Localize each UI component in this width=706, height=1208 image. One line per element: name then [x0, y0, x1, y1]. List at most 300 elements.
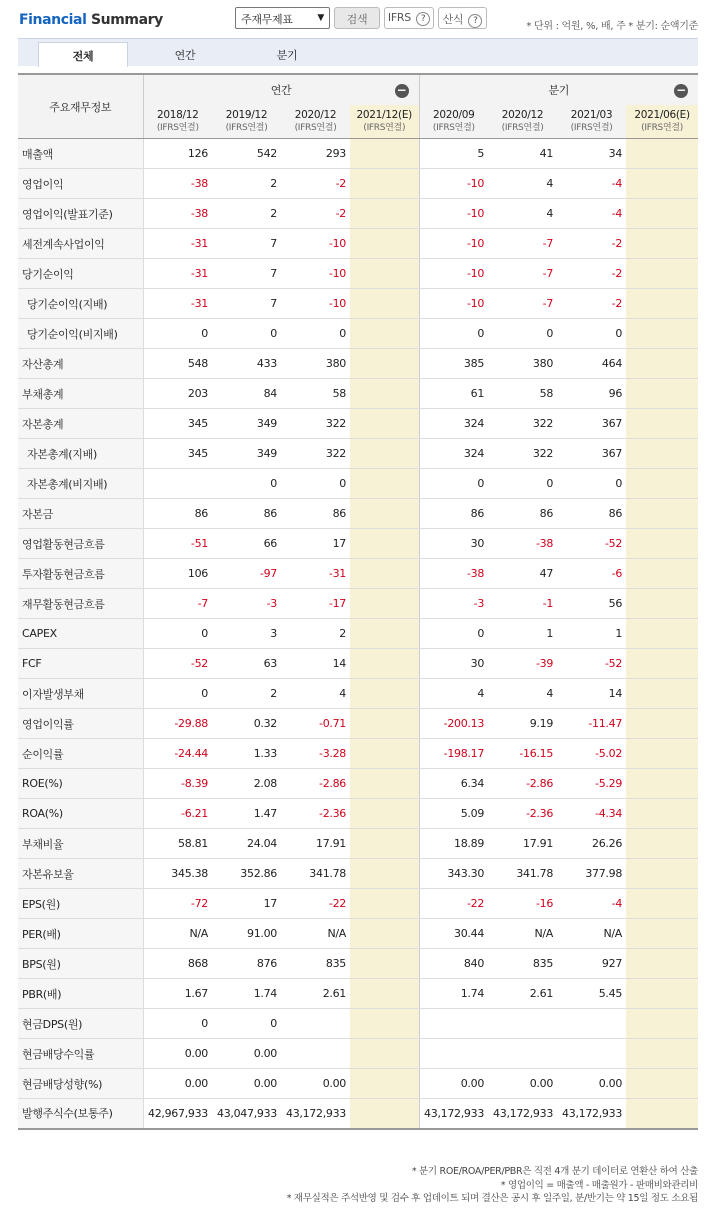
table-cell: -22: [281, 889, 350, 919]
table-cell: 14: [281, 649, 350, 679]
row-label: 순이익률: [18, 739, 143, 769]
table-cell: 0: [557, 319, 626, 349]
table-cell: [626, 649, 698, 679]
table-cell: 86: [212, 499, 281, 529]
table-cell: 3: [212, 619, 281, 649]
row-label: 부채총계: [18, 379, 143, 409]
period-header: 2021/12(E) (IFRS연결): [350, 105, 419, 139]
table-cell: 0: [488, 319, 557, 349]
table-cell: 203: [143, 379, 212, 409]
table-cell: 86: [281, 499, 350, 529]
table-cell: 345: [143, 409, 212, 439]
table-cell: [350, 799, 419, 829]
table-row: [18, 409, 698, 439]
table-row: [18, 979, 698, 1009]
formula-help-button[interactable]: 산식 ?: [438, 7, 487, 29]
table-cell: [350, 199, 419, 229]
table-cell: -10: [419, 199, 488, 229]
table-cell: 56: [557, 589, 626, 619]
row-label: 영업이익: [18, 169, 143, 199]
table-cell: 464: [557, 349, 626, 379]
row-label: 당기순이익: [18, 259, 143, 289]
table-row: [18, 469, 698, 499]
row-label: 현금DPS(원): [18, 1009, 143, 1039]
table-cell: -38: [419, 559, 488, 589]
table-cell: [557, 1009, 626, 1039]
table-row: [18, 649, 698, 679]
period-header: 2021/06(E) (IFRS연결): [626, 105, 698, 139]
table-cell: [350, 919, 419, 949]
table-cell: [626, 139, 698, 169]
row-label: 당기순이익(지배): [18, 289, 143, 319]
table-cell: -2.86: [488, 769, 557, 799]
row-label: FCF: [18, 649, 143, 679]
table-cell: N/A: [143, 919, 212, 949]
table-cell: 352.86: [212, 859, 281, 889]
collapse-quarter-icon[interactable]: −: [674, 84, 688, 98]
table-cell: 4: [488, 679, 557, 709]
table-cell: 0: [557, 469, 626, 499]
table-cell: -3: [419, 589, 488, 619]
table-cell: -38: [143, 199, 212, 229]
table-row: [18, 799, 698, 829]
table-cell: [626, 289, 698, 319]
table-cell: [350, 499, 419, 529]
row-label: 당기순이익(비지배): [18, 319, 143, 349]
table-cell: 2.08: [212, 769, 281, 799]
table-cell: -1: [488, 589, 557, 619]
page-title: Financial Summary: [19, 12, 163, 28]
period-tabs: [18, 38, 698, 66]
chevron-down-icon: ▼: [317, 13, 324, 23]
table-cell: [350, 379, 419, 409]
table-cell: -11.47: [557, 709, 626, 739]
table-cell: -198.17: [419, 739, 488, 769]
table-cell: N/A: [488, 919, 557, 949]
table-cell: 0.00: [212, 1069, 281, 1099]
table-cell: [419, 1039, 488, 1069]
table-cell: 4: [488, 169, 557, 199]
table-cell: 17: [281, 529, 350, 559]
table-cell: N/A: [557, 919, 626, 949]
table-cell: 380: [488, 349, 557, 379]
table-cell: [557, 1039, 626, 1069]
table-cell: [626, 919, 698, 949]
table-cell: 4: [419, 679, 488, 709]
table-cell: 58: [281, 379, 350, 409]
table-cell: 17.91: [281, 829, 350, 859]
table-cell: [350, 439, 419, 469]
table-cell: -10: [281, 259, 350, 289]
table-cell: [350, 649, 419, 679]
table-cell: 43,172,933: [419, 1099, 488, 1129]
table-cell: 343.30: [419, 859, 488, 889]
table-cell: [626, 829, 698, 859]
table-row: [18, 589, 698, 619]
table-cell: N/A: [281, 919, 350, 949]
table-cell: -4.34: [557, 799, 626, 829]
table-cell: [626, 559, 698, 589]
table-cell: 0.00: [419, 1069, 488, 1099]
table-cell: [626, 469, 698, 499]
table-cell: [626, 679, 698, 709]
table-cell: 367: [557, 439, 626, 469]
row-label: 매출액: [18, 139, 143, 169]
table-cell: -52: [557, 649, 626, 679]
table-cell: -39: [488, 649, 557, 679]
table-cell: [350, 469, 419, 499]
table-cell: [626, 619, 698, 649]
table-cell: 26.26: [557, 829, 626, 859]
table-row: [18, 379, 698, 409]
table-cell: [281, 1009, 350, 1039]
table-cell: -31: [143, 259, 212, 289]
table-cell: [488, 1039, 557, 1069]
table-cell: -2: [557, 229, 626, 259]
table-cell: [626, 349, 698, 379]
table-cell: 86: [143, 499, 212, 529]
table-cell: 14: [557, 679, 626, 709]
table-cell: -7: [488, 289, 557, 319]
table-cell: 42,967,933: [143, 1099, 212, 1129]
table-cell: [350, 619, 419, 649]
table-cell: -200.13: [419, 709, 488, 739]
table-row: [18, 169, 698, 199]
table-cell: -4: [557, 889, 626, 919]
search-button[interactable]: 검색: [334, 7, 380, 29]
table-cell: -22: [419, 889, 488, 919]
table-cell: [350, 889, 419, 919]
table-cell: 17.91: [488, 829, 557, 859]
table-cell: [350, 139, 419, 169]
table-cell: [350, 739, 419, 769]
table-cell: -7: [488, 259, 557, 289]
table-cell: 5.09: [419, 799, 488, 829]
table-cell: 63: [212, 649, 281, 679]
table-cell: 86: [419, 499, 488, 529]
table-cell: 0: [419, 619, 488, 649]
row-label: 영업이익률: [18, 709, 143, 739]
table-cell: 43,047,933: [212, 1099, 281, 1129]
table-cell: -10: [419, 289, 488, 319]
corner-header: 주요재무정보: [18, 74, 143, 139]
period-header: 2020/12 (IFRS연결): [488, 105, 557, 139]
table-cell: -31: [143, 229, 212, 259]
table-cell: [350, 1069, 419, 1099]
table-cell: -29.88: [143, 709, 212, 739]
row-label: 자본총계: [18, 409, 143, 439]
table-cell: [350, 709, 419, 739]
table-cell: 868: [143, 949, 212, 979]
table-cell: 30: [419, 649, 488, 679]
annual-group-header: 연간 −: [143, 74, 419, 105]
table-cell: 0.32: [212, 709, 281, 739]
table-cell: 24.04: [212, 829, 281, 859]
table-cell: -5.02: [557, 739, 626, 769]
table-cell: -0.71: [281, 709, 350, 739]
table-row: [18, 919, 698, 949]
table-cell: 840: [419, 949, 488, 979]
table-cell: 927: [557, 949, 626, 979]
table-cell: [350, 289, 419, 319]
tab-all[interactable]: 전체: [38, 42, 128, 67]
row-label: 투자활동현금흐름: [18, 559, 143, 589]
table-cell: 322: [281, 439, 350, 469]
row-label: 이자발생부채: [18, 679, 143, 709]
table-cell: 0.00: [281, 1069, 350, 1099]
table-cell: -51: [143, 529, 212, 559]
table-cell: -2: [557, 289, 626, 319]
table-cell: 433: [212, 349, 281, 379]
table-cell: 0: [212, 319, 281, 349]
table-cell: 322: [488, 439, 557, 469]
table-row: [18, 1069, 698, 1099]
table-cell: [281, 1039, 350, 1069]
table-row: [18, 319, 698, 349]
table-cell: [350, 979, 419, 1009]
table-cell: 835: [281, 949, 350, 979]
table-cell: [350, 319, 419, 349]
table-cell: -16.15: [488, 739, 557, 769]
table-cell: 34: [557, 139, 626, 169]
table-cell: -2.36: [281, 799, 350, 829]
table-cell: 324: [419, 409, 488, 439]
table-cell: -52: [143, 649, 212, 679]
table-cell: -16: [488, 889, 557, 919]
table-cell: 0: [419, 469, 488, 499]
table-cell: [626, 1099, 698, 1129]
table-cell: -3.28: [281, 739, 350, 769]
table-cell: [626, 1069, 698, 1099]
table-cell: [350, 349, 419, 379]
help-icon: ?: [468, 14, 482, 28]
table-row: [18, 259, 698, 289]
table-cell: [350, 1099, 419, 1129]
table-cell: 2: [212, 169, 281, 199]
table-cell: -4: [557, 199, 626, 229]
table-cell: 0: [212, 469, 281, 499]
table-cell: 1: [557, 619, 626, 649]
table-cell: -7: [143, 589, 212, 619]
table-cell: [626, 499, 698, 529]
table-cell: 1.67: [143, 979, 212, 1009]
table-cell: -2: [557, 259, 626, 289]
table-cell: 0: [143, 619, 212, 649]
table-cell: -10: [281, 289, 350, 319]
table-cell: 17: [212, 889, 281, 919]
table-cell: 0.00: [557, 1069, 626, 1099]
table-cell: -5.29: [557, 769, 626, 799]
table-cell: [350, 559, 419, 589]
table-cell: 0.00: [143, 1039, 212, 1069]
period-header: 2019/12 (IFRS연결): [212, 105, 281, 139]
table-cell: 1.74: [419, 979, 488, 1009]
table-row: [18, 739, 698, 769]
table-cell: -38: [488, 529, 557, 559]
table-cell: [350, 949, 419, 979]
table-cell: 380: [281, 349, 350, 379]
table-cell: 43,172,933: [281, 1099, 350, 1129]
collapse-annual-icon[interactable]: −: [395, 84, 409, 98]
footnotes: [287, 1165, 698, 1206]
table-cell: [626, 739, 698, 769]
table-cell: [350, 589, 419, 619]
table-cell: 345.38: [143, 859, 212, 889]
table-row: [18, 499, 698, 529]
table-row: [18, 439, 698, 469]
table-row: [18, 559, 698, 589]
ifrs-help-button[interactable]: IFRS ?: [384, 7, 434, 29]
table-cell: 293: [281, 139, 350, 169]
table-row: [18, 859, 698, 889]
financial-summary-table: [18, 73, 698, 1130]
table-cell: 106: [143, 559, 212, 589]
table-cell: -10: [419, 169, 488, 199]
table-cell: 5.45: [557, 979, 626, 1009]
table-cell: 2.61: [488, 979, 557, 1009]
table-cell: [626, 229, 698, 259]
table-row: [18, 199, 698, 229]
table-cell: 126: [143, 139, 212, 169]
table-cell: -7: [488, 229, 557, 259]
tab-quarter[interactable]: 분기: [276, 49, 298, 62]
row-label: 현금배당성향(%): [18, 1069, 143, 1099]
table-cell: [350, 409, 419, 439]
table-cell: 367: [557, 409, 626, 439]
table-cell: 5: [419, 139, 488, 169]
table-cell: 322: [488, 409, 557, 439]
table-cell: 41: [488, 139, 557, 169]
row-label: 자본총계(비지배): [18, 469, 143, 499]
table-cell: [626, 709, 698, 739]
table-cell: -2: [281, 169, 350, 199]
table-cell: [350, 829, 419, 859]
tab-annual[interactable]: 연간: [174, 49, 196, 62]
table-cell: 349: [212, 409, 281, 439]
table-cell: -6.21: [143, 799, 212, 829]
table-cell: -3: [212, 589, 281, 619]
row-label: 영업이익(발표기준): [18, 199, 143, 229]
table-cell: [350, 229, 419, 259]
table-cell: [626, 589, 698, 619]
table-cell: [626, 319, 698, 349]
table-cell: [419, 1009, 488, 1039]
table-cell: -38: [143, 169, 212, 199]
table-cell: 58.81: [143, 829, 212, 859]
row-label: 자산총계: [18, 349, 143, 379]
table-cell: [350, 259, 419, 289]
table-cell: 0: [419, 319, 488, 349]
table-cell: [143, 469, 212, 499]
quarter-group-header: 분기 −: [419, 74, 698, 105]
table-cell: 0: [488, 469, 557, 499]
table-cell: 2: [212, 679, 281, 709]
row-label: PER(배): [18, 919, 143, 949]
table-cell: 58: [488, 379, 557, 409]
table-cell: 86: [557, 499, 626, 529]
table-cell: 349: [212, 439, 281, 469]
table-row: [18, 889, 698, 919]
period-header: 2020/09 (IFRS연결): [419, 105, 488, 139]
footnote: * 영업이익 = 매출액 - 매출원가 - 판매비와관리비: [500, 1179, 698, 1191]
table-cell: 2.61: [281, 979, 350, 1009]
table-row: [18, 949, 698, 979]
footnote: * 분기 ROE/ROA/PER/PBR은 직전 4개 분기 데이터로 연환산 하여 산출: [411, 1166, 698, 1177]
row-label: BPS(원): [18, 949, 143, 979]
table-cell: -52: [557, 529, 626, 559]
table-cell: -2.36: [488, 799, 557, 829]
table-cell: 548: [143, 349, 212, 379]
table-cell: [626, 259, 698, 289]
table-cell: 341.78: [281, 859, 350, 889]
table-cell: 0: [143, 1009, 212, 1039]
row-label: 영업활동현금흐름: [18, 529, 143, 559]
row-label: ROE(%): [18, 769, 143, 799]
table-cell: [350, 1009, 419, 1039]
header-bar: [0, 0, 706, 36]
table-cell: [350, 169, 419, 199]
table-cell: 1.33: [212, 739, 281, 769]
table-row: [18, 829, 698, 859]
row-label: EPS(원): [18, 889, 143, 919]
table-row: [18, 349, 698, 379]
table-cell: [626, 199, 698, 229]
table-row: [18, 1099, 698, 1129]
table-cell: 0: [281, 469, 350, 499]
table-cell: 18.89: [419, 829, 488, 859]
table-cell: 0: [212, 1009, 281, 1039]
table-cell: -31: [143, 289, 212, 319]
table-row: [18, 529, 698, 559]
table-cell: [626, 529, 698, 559]
table-cell: -10: [419, 259, 488, 289]
table-cell: 0: [143, 679, 212, 709]
table-cell: 322: [281, 409, 350, 439]
table-cell: [626, 409, 698, 439]
statement-type-select[interactable]: 주재무제표 ▼: [235, 7, 330, 29]
table-cell: -31: [281, 559, 350, 589]
table-cell: 30.44: [419, 919, 488, 949]
table-cell: -2: [281, 199, 350, 229]
table-cell: [350, 529, 419, 559]
table-cell: [626, 949, 698, 979]
table-row: [18, 619, 698, 649]
table-cell: 345: [143, 439, 212, 469]
row-label: ROA(%): [18, 799, 143, 829]
period-header: 2021/03 (IFRS연결): [557, 105, 626, 139]
table-cell: [350, 769, 419, 799]
table-cell: -72: [143, 889, 212, 919]
row-label: 자본유보율: [18, 859, 143, 889]
table-cell: 876: [212, 949, 281, 979]
table-cell: 9.19: [488, 709, 557, 739]
table-cell: [626, 979, 698, 1009]
table-cell: 66: [212, 529, 281, 559]
period-header: 2020/12 (IFRS연결): [281, 105, 350, 139]
table-cell: 0: [281, 319, 350, 349]
table-cell: -6: [557, 559, 626, 589]
table-row: [18, 229, 698, 259]
table-cell: 1: [488, 619, 557, 649]
table-cell: -8.39: [143, 769, 212, 799]
table-cell: 542: [212, 139, 281, 169]
table-cell: 43,172,933: [557, 1099, 626, 1129]
table-cell: 6.34: [419, 769, 488, 799]
table-cell: 47: [488, 559, 557, 589]
table-cell: [350, 859, 419, 889]
table-cell: 324: [419, 439, 488, 469]
table-cell: 835: [488, 949, 557, 979]
